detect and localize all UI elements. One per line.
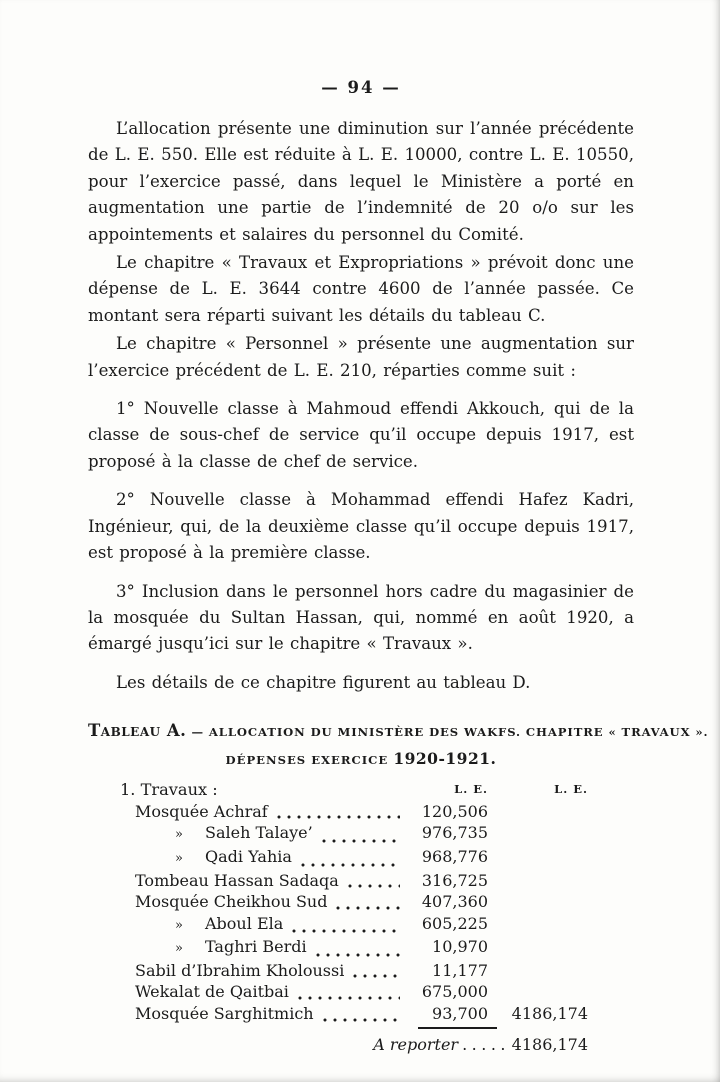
leader-dots bbox=[348, 884, 400, 888]
table-subtitle-prefix: DÉPENSES EXERCICE bbox=[225, 753, 389, 768]
paragraph: Le chapitre « Travaux et Expropriations » prévoit donc une dépense de L. E. 3644 contre 4600 de l’année passée. Ce montant sera réparti suivant les détails du tableau C. bbox=[88, 253, 634, 325]
leader-dots bbox=[323, 1018, 400, 1022]
table-row bbox=[88, 913, 634, 937]
row-label: Mosquée Achraf bbox=[135, 801, 268, 821]
row-value: 605,225 bbox=[421, 913, 488, 933]
row-value: 11,177 bbox=[432, 960, 488, 980]
ditto-mark: » bbox=[175, 917, 183, 933]
row-label: Mosquée Cheikhou Sud bbox=[135, 892, 328, 912]
leader-dots bbox=[336, 906, 400, 910]
table-rows bbox=[88, 801, 634, 1025]
table-row bbox=[88, 801, 634, 823]
carry-label bbox=[373, 1034, 510, 1056]
row-value: 407,360 bbox=[421, 892, 488, 912]
row-value: 976,735 bbox=[421, 823, 488, 843]
table-row bbox=[88, 960, 634, 982]
leader-dots bbox=[322, 839, 400, 843]
table-section-label: 1. Travaux : bbox=[120, 780, 218, 800]
carry-total-value: 4186,174 bbox=[511, 1034, 588, 1054]
row-label: » Aboul Ela bbox=[88, 913, 283, 937]
carry-dots: ..... bbox=[462, 1034, 510, 1054]
leader-dots bbox=[277, 815, 400, 819]
table-row bbox=[88, 870, 634, 892]
row-value: 10,970 bbox=[432, 937, 488, 957]
row-label: » Saleh Talaye’ bbox=[88, 822, 313, 846]
row-label: Mosquée Sarghitmich bbox=[135, 1004, 314, 1024]
table-title-rest: — ALLOCATION DU MINISTÈRE DES WAKFS. CHAPITRE « TRAVAUX ». bbox=[191, 725, 709, 740]
table-header-row bbox=[88, 779, 634, 801]
leader-dots bbox=[292, 929, 400, 933]
ditto-mark: » bbox=[175, 827, 183, 843]
row-value: 120,506 bbox=[421, 801, 488, 821]
paragraph: 3° Inclusion dans le personnel hors cadre du magasinier de la mosquée du Sultan Hassan, qui, nommé en août 1920, a émargé jusqu’ici sur le chapitre « Travaux ». bbox=[88, 581, 634, 654]
carry-forward-row bbox=[88, 1034, 634, 1056]
table-row bbox=[88, 822, 634, 846]
row-label: Tombeau Hassan Sadaqa bbox=[135, 870, 339, 890]
table-subtitle-years: 1920-1921. bbox=[393, 749, 497, 769]
table-row bbox=[88, 846, 634, 870]
table-row bbox=[88, 891, 634, 913]
carry-label-text: A reporter bbox=[373, 1034, 459, 1054]
row-label: » Taghri Berdi bbox=[88, 936, 307, 960]
ditto-mark: » bbox=[175, 850, 183, 866]
ditto-mark: » bbox=[175, 941, 183, 957]
table-title-lead: Tableau A. bbox=[88, 721, 187, 741]
row-value: 675,000 bbox=[421, 982, 488, 1002]
leader-dots bbox=[298, 996, 400, 1000]
paragraph: 1° Nouvelle classe à Mahmoud effendi Akkouch, qui de la classe de sous-chef de service qu’il occupe depuis 1917, est proposé à la classe de chef de service. bbox=[88, 399, 634, 471]
body-text bbox=[88, 116, 634, 696]
table-row bbox=[88, 936, 634, 960]
row-label: » Qadi Yahia bbox=[88, 846, 292, 870]
leader-dots bbox=[316, 953, 400, 957]
row-value: 93,700 bbox=[408, 1003, 488, 1025]
table-row bbox=[88, 981, 634, 1003]
leader-dots bbox=[353, 974, 400, 978]
row-total: 4186,174 bbox=[511, 1004, 588, 1024]
page-number: — 94 — bbox=[321, 78, 401, 97]
paragraph: 2° Nouvelle classe à Mohammad effendi Hafez Kadri, Ingénieur, qui, de la deuxième classe qu’il occupe depuis 1917, est proposé à la première classe. bbox=[88, 490, 634, 563]
table-subtitle bbox=[88, 749, 634, 768]
column-header-le-1: L. E. bbox=[454, 782, 488, 797]
paragraph: Les détails de ce chapitre figurent au tableau D. bbox=[116, 672, 531, 692]
column-header-le-2: L. E. bbox=[554, 782, 588, 797]
row-label: Sabil d’Ibrahim Kholoussi bbox=[135, 960, 345, 980]
table-title bbox=[88, 721, 709, 741]
row-value: 316,725 bbox=[421, 870, 488, 890]
table-a bbox=[88, 721, 709, 1055]
leader-dots bbox=[301, 863, 400, 867]
row-label: Wekalat de Qaitbai bbox=[135, 982, 289, 1002]
row-value: 968,776 bbox=[421, 846, 488, 866]
table-row bbox=[88, 1003, 634, 1025]
paragraph: Le chapitre « Personnel » présente une augmentation sur l’exercice précédent de L. E. 210, réparties comme suit : bbox=[88, 334, 634, 380]
paragraph: L’allocation présente une diminution sur l’année précédente de L. E. 550. Elle est réduite à L. E. 10000, contre L. E. 10550, pour l’exercice passé, dans lequel le Ministère a porté en augmentation une partie de l’indemnité de 20 o/o sur les appointements et salaires du personnel du Comité. bbox=[88, 119, 634, 244]
